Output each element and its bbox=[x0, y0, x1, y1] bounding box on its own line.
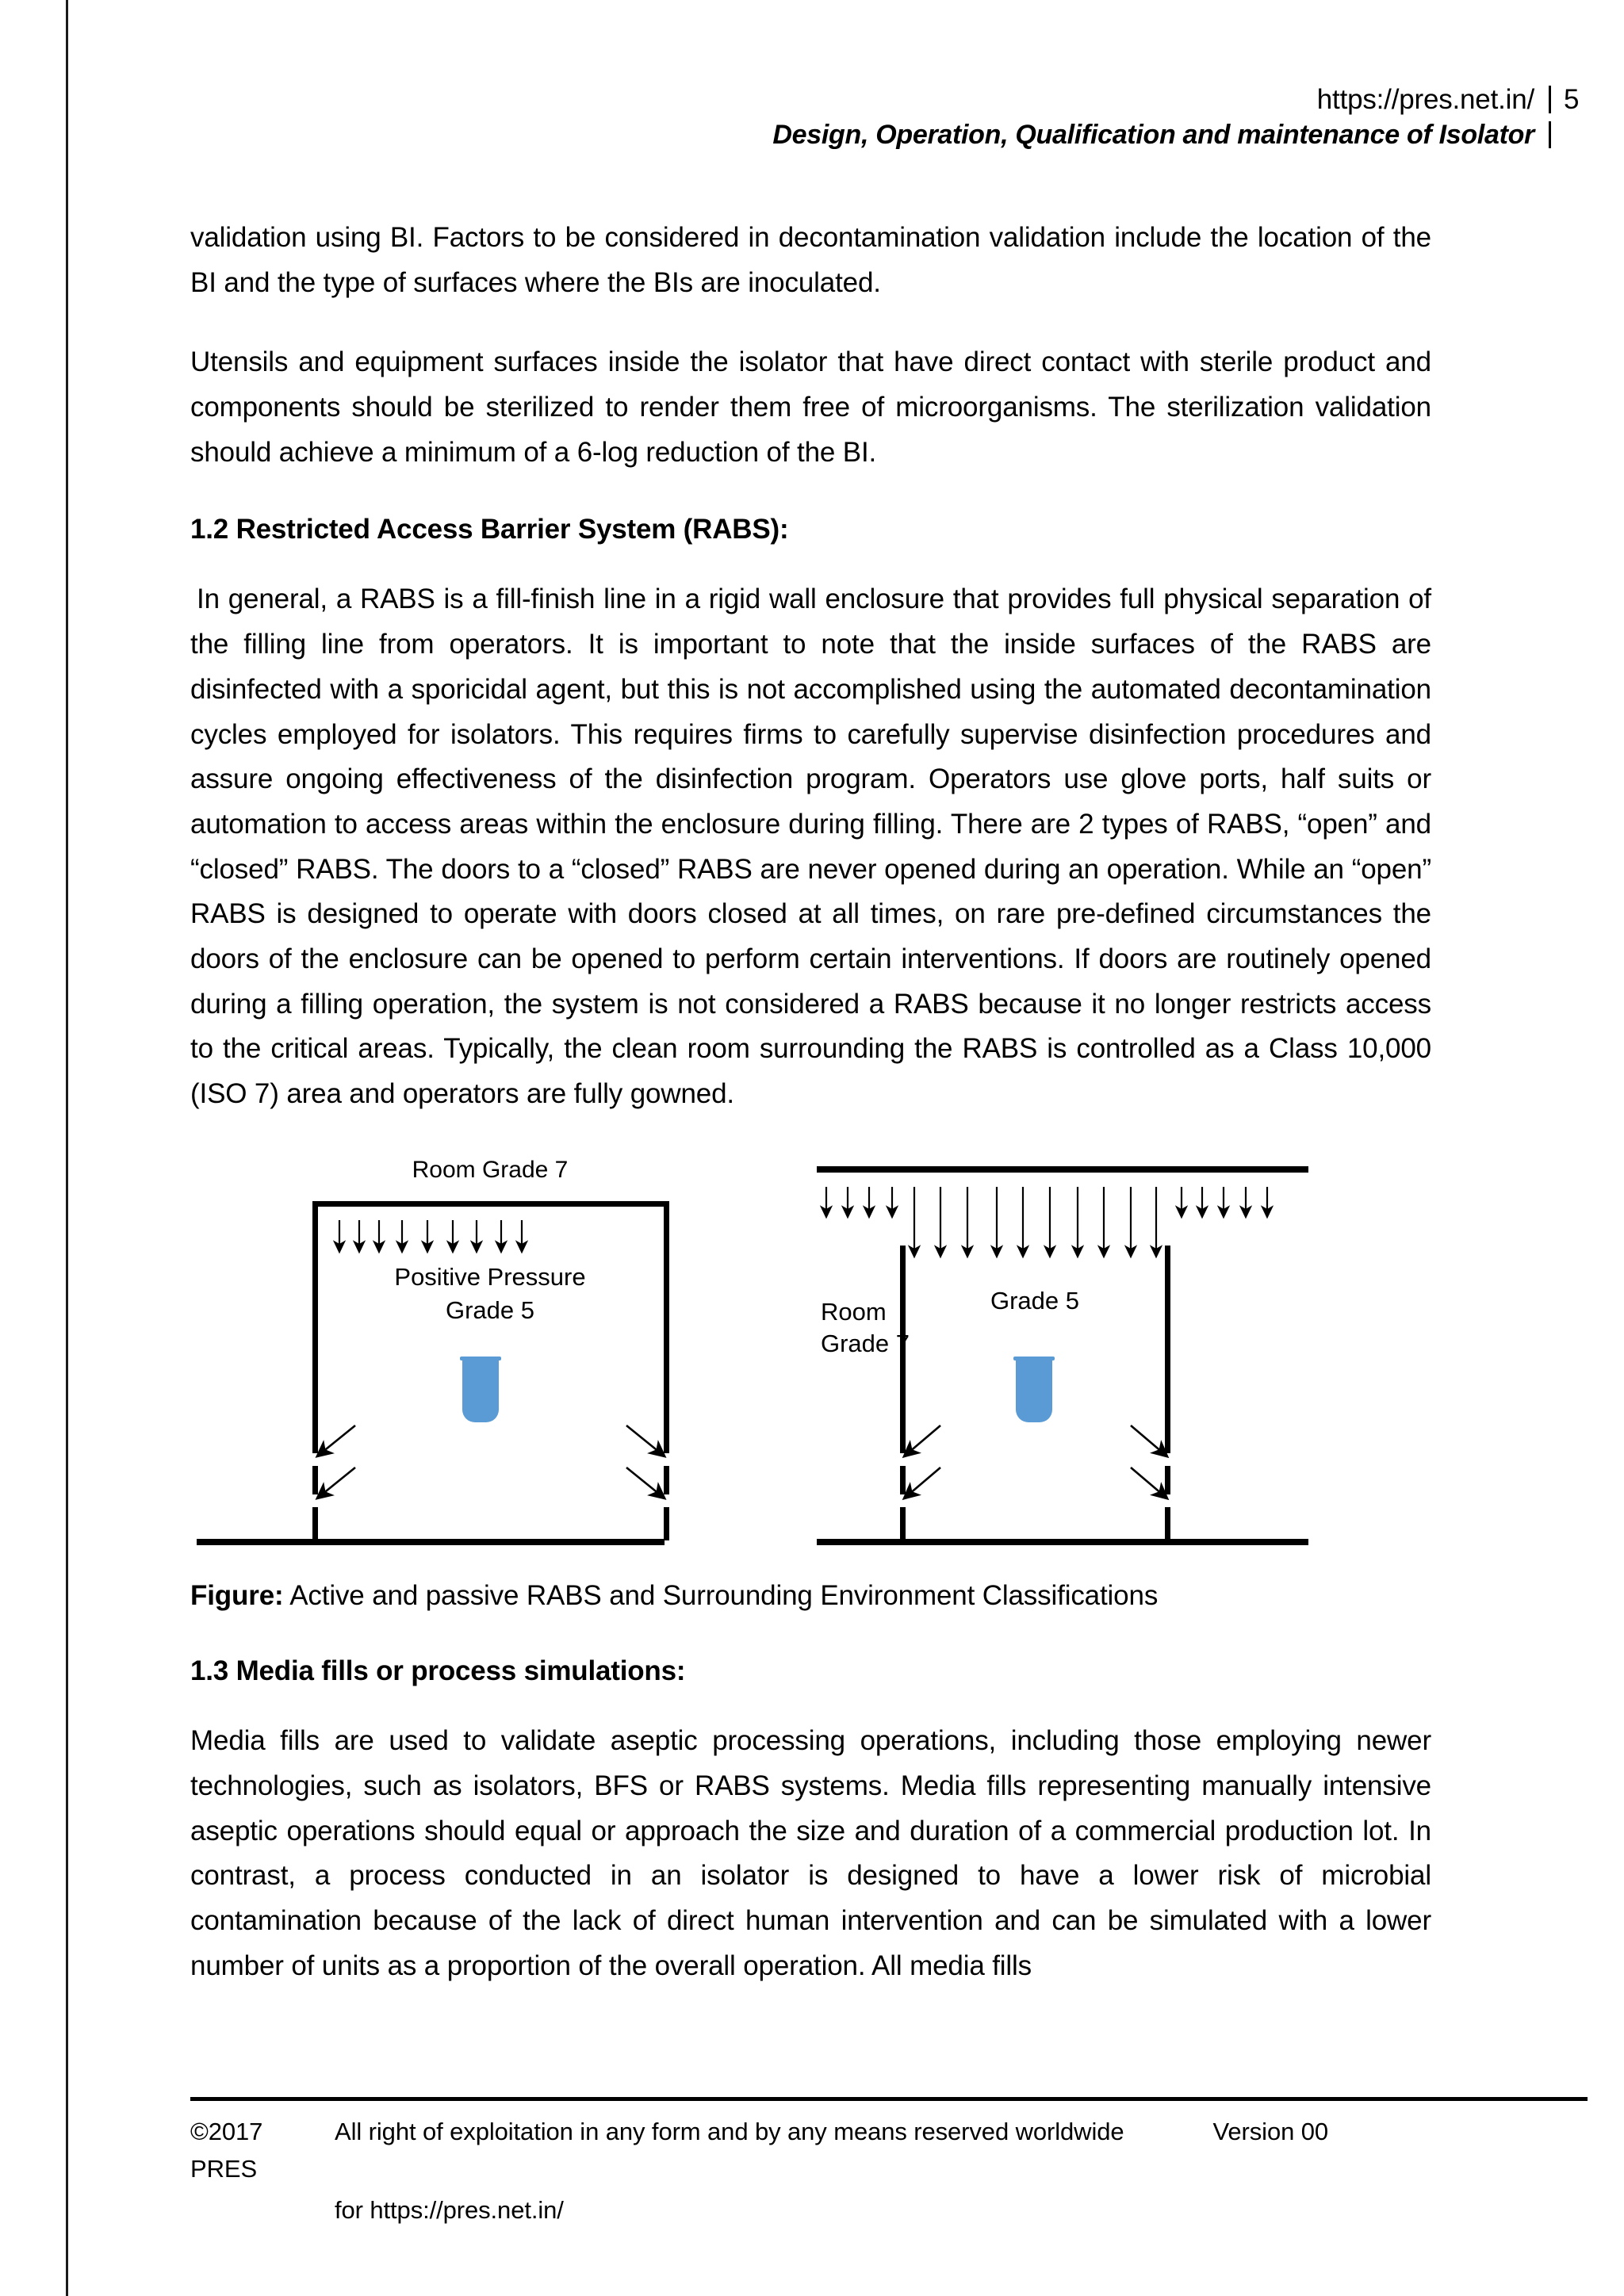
active-right-wall-seg3 bbox=[664, 1507, 669, 1540]
page-binding-rule bbox=[66, 0, 68, 2296]
passive-left-wall-seg2 bbox=[900, 1466, 906, 1494]
passive-exhaust-arrows-right bbox=[1131, 1425, 1162, 1494]
footer-copyright: ©2017 PRES bbox=[190, 2118, 263, 2183]
passive-enclosure-right-wall bbox=[1165, 1246, 1170, 1453]
active-enclosure-left-wall bbox=[312, 1201, 318, 1453]
active-exhaust-arrows-right bbox=[626, 1425, 660, 1494]
passive-rabs-diagram bbox=[817, 1166, 1308, 1548]
passive-exhaust-arrows-left bbox=[909, 1425, 940, 1494]
active-left-wall-seg2 bbox=[312, 1466, 318, 1494]
paragraph-validation-bi: validation using BI. Factors to be considered in decontamination validation include the location of the BI and the type of surfaces where the BIs are inoculated. bbox=[190, 222, 1431, 298]
header-title-row bbox=[190, 121, 1588, 148]
passive-left-wall-seg3 bbox=[900, 1507, 906, 1540]
passive-long-arrows-center bbox=[914, 1187, 1156, 1252]
passive-right-wall-seg3 bbox=[1165, 1507, 1170, 1540]
figure-rabs-diagram bbox=[190, 1152, 1431, 1548]
active-positive-pressure-label: Positive Pressure bbox=[394, 1262, 586, 1291]
header-title-divider bbox=[1549, 121, 1551, 148]
active-vessel-icon bbox=[460, 1357, 501, 1422]
header-divider bbox=[1549, 86, 1551, 113]
active-rabs-diagram bbox=[197, 1157, 669, 1548]
passive-short-arrows-right bbox=[1182, 1187, 1267, 1212]
active-left-wall-seg3 bbox=[312, 1507, 318, 1540]
header-title-spacer bbox=[1564, 121, 1588, 148]
header-page-number: 5 bbox=[1564, 84, 1580, 115]
passive-room-label-line1: Room bbox=[821, 1297, 887, 1326]
figure-caption-label: Figure: bbox=[190, 1579, 284, 1611]
passive-room-label-line2: Grade 7 bbox=[821, 1329, 910, 1357]
figure-caption-text: Active and passive RABS and Surrounding Environment Classifications bbox=[283, 1579, 1159, 1611]
document-content bbox=[190, 216, 1431, 2023]
page-footer bbox=[190, 2114, 1602, 2229]
paragraph-utensils-sterilization: Utensils and equipment surfaces inside the isolator that have direct contact with sterile product and components should be sterilized to render them free of microorganisms. The sterilization validation should achieve a minimum of a 6-log reduction of the BI. bbox=[190, 346, 1431, 468]
heading-1-2-rabs: 1.2 Restricted Access Barrier System (RABS): bbox=[190, 514, 789, 545]
footer-primary-row bbox=[190, 2114, 1602, 2187]
active-laminar-flow-arrows bbox=[339, 1220, 522, 1247]
figure-caption bbox=[190, 1575, 1431, 1617]
footer-version: Version 00 bbox=[1212, 2118, 1329, 2145]
active-enclosure-right-wall bbox=[664, 1201, 669, 1453]
footer-divider-rule bbox=[190, 2097, 1588, 2101]
paragraph-rabs-general: In general, a RABS is a fill-finish line in a rigid wall enclosure that provides full physical separation of the filling line from operators. It is important to note that the inside surfaces of the RABS are disinfected with a sporicidal agent, but this is not accomplished using the automated decontamination cycles employed for isolators. This requires firms to carefully supervise disinfection procedures and assure ongoing effectiveness of the disinfection program. Operators use glove ports, half suits or automation to access areas within the enclosure during filling. There are 2 types of RABS, “open” and “closed” RABS. The doors to a “closed” RABS are never opened during an operation. While an “open” RABS is designed to operate with doors closed at all times, on rare pre-defined circumstances the doors of the enclosure can be opened to perform certain interventions. If doors are routinely opened during a filling operation, the system is not considered a RABS because it no longer restricts access to the critical areas. Typically, the clean room surrounding the RABS is controlled as a Class 10,000 (ISO 7) area and operators are fully gowned. bbox=[190, 584, 1431, 1109]
footer-rights-text: All right of exploitation in any form and by any means reserved worldwide bbox=[335, 2118, 1124, 2145]
passive-vessel-icon bbox=[1013, 1357, 1055, 1422]
passive-right-wall-seg2 bbox=[1165, 1466, 1170, 1494]
page-header bbox=[190, 86, 1588, 148]
paragraph-media-fills: Media fills are used to validate aseptic processing operations, including those employing newer technologies, such as isolators, BFS or RABS systems. Media fills representing manually intensive aseptic operations should equal or approach the size and duration of a commercial production lot. In contrast, a process conducted in an isolator is designed to have a lower risk of microbial contamination because of the lack of direct human intervention and can be simulated with a lower number of units as a proportion of the overall operation. All media fills bbox=[190, 1725, 1431, 1981]
active-floor-line bbox=[197, 1539, 665, 1545]
heading-1-3-media-fills: 1.3 Media fills or process simulations: bbox=[190, 1655, 686, 1687]
active-enclosure-ceiling bbox=[312, 1201, 669, 1207]
passive-floor-line bbox=[817, 1539, 1308, 1545]
active-room-grade-label: Room Grade 7 bbox=[412, 1156, 569, 1183]
passive-short-arrows-left bbox=[826, 1187, 892, 1212]
passive-grade5-label: Grade 5 bbox=[990, 1286, 1080, 1314]
active-right-wall-seg2 bbox=[664, 1466, 669, 1494]
header-document-title: Design, Operation, Qualification and maintenance of Isolator bbox=[772, 120, 1534, 150]
passive-ceiling-line bbox=[817, 1166, 1308, 1173]
header-url: https://pres.net.in/ bbox=[1316, 84, 1534, 115]
footer-for-line: for https://pres.net.in/ bbox=[335, 2196, 564, 2224]
active-exhaust-arrows-left bbox=[322, 1425, 355, 1494]
header-url-row bbox=[190, 86, 1588, 113]
active-grade5-label: Grade 5 bbox=[445, 1295, 535, 1324]
